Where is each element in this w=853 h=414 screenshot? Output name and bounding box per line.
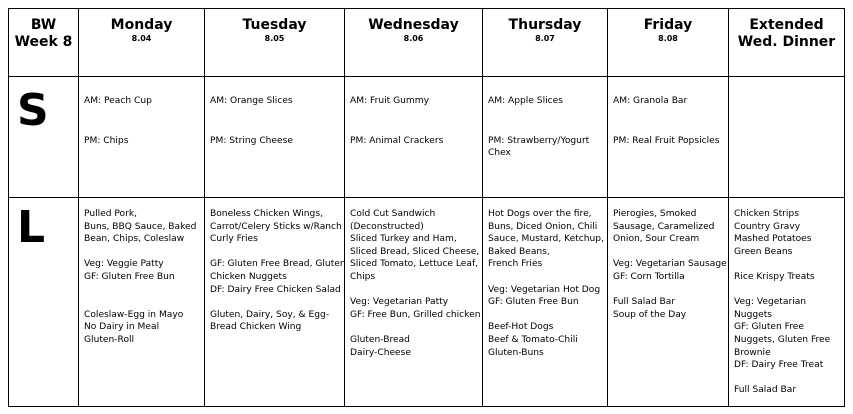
lunch-cell-extended xyxy=(729,198,845,407)
menu-line: Gluten-Buns xyxy=(488,347,544,358)
extended-header xyxy=(729,9,845,77)
menu-line: GF: Gluten Free xyxy=(734,322,804,333)
lunch-label-cell xyxy=(9,198,79,407)
menu-line: Bean, Chips, Coleslaw xyxy=(84,234,185,245)
lunch-label: L xyxy=(17,202,46,253)
menu-line: Veg: Vegetarian xyxy=(734,297,807,308)
menu-line: Full Salad Bar xyxy=(613,297,676,308)
day-header-tuesday xyxy=(205,9,345,77)
menu-line: Full Salad Bar xyxy=(734,385,797,396)
lunch-cell-thursday xyxy=(483,198,608,407)
menu-line: Chips xyxy=(350,271,376,282)
menu-line: Nuggets xyxy=(734,309,773,320)
snack-label-cell xyxy=(9,77,79,198)
menu-line: Boneless Chicken Wings, xyxy=(210,209,323,219)
snack-pm: PM: Chips xyxy=(84,135,129,146)
menu-line: Dairy-Cheese xyxy=(350,347,411,358)
menu-line: Mashed Potatoes xyxy=(734,234,812,245)
day-date: 8.08 xyxy=(658,34,678,43)
snack-am: AM: Orange Slices xyxy=(210,96,293,106)
snack-am: AM: Fruit Gummy xyxy=(350,96,429,106)
menu-line: Beef & Tomato-Chili xyxy=(488,334,578,345)
menu-line: French Fries xyxy=(488,259,543,270)
menu-line: GF: Gluten Free Bread, Gluten xyxy=(210,259,346,270)
menu-line: Gluten, Dairy, Soy, & Egg- xyxy=(210,309,330,320)
day-date: 8.07 xyxy=(535,34,555,43)
snack-cell-friday xyxy=(608,77,729,198)
snack-pm: PM: String Cheese xyxy=(210,135,293,146)
menu-line: Sliced Bread, Sliced Cheese, xyxy=(350,246,480,257)
snack-am: AM: Apple Slices xyxy=(488,96,563,106)
menu-line: Soup of the Day xyxy=(613,309,687,320)
menu-line: Veg: Vegetarian Sausage xyxy=(613,259,727,270)
day-name: Wednesday xyxy=(368,17,459,33)
day-header-monday xyxy=(79,9,205,77)
menu-line: Pierogies, Smoked xyxy=(613,209,697,219)
menu-line: Green Beans xyxy=(734,246,793,257)
menu-line: Gluten-Roll xyxy=(84,334,135,345)
menu-line: No Dairy in Meal xyxy=(84,322,160,333)
lunch-cell-friday xyxy=(608,198,729,407)
menu-line: (Deconstructed) xyxy=(350,221,424,232)
snack-cell-monday xyxy=(79,77,205,198)
menu-line: GF: Gluten Free Bun xyxy=(84,271,175,282)
day-header-wednesday xyxy=(345,9,483,77)
menu-line: Onion, Sour Cream xyxy=(613,234,700,245)
menu-line: Bread Chicken Wing xyxy=(210,322,302,333)
day-header-friday xyxy=(608,9,729,77)
snack-cell-thursday xyxy=(483,77,608,198)
menu-line: Veg: Vegetarian Patty xyxy=(350,297,449,308)
snack-pm: PM: Strawberry/Yogurt Chex xyxy=(488,135,590,159)
weekly-menu-table xyxy=(8,8,845,407)
menu-line: Buns, BBQ Sauce, Baked xyxy=(84,221,197,232)
menu-line: GF: Corn Tortilla xyxy=(613,271,685,282)
snack-cell-tuesday xyxy=(205,77,345,198)
menu-line: Brownie xyxy=(734,347,771,358)
day-date: 8.04 xyxy=(131,34,152,43)
day-name: Thursday xyxy=(508,17,582,33)
menu-line: Sauce, Mustard, Ketchup, xyxy=(488,234,604,245)
menu-line: Chicken Nuggets xyxy=(210,271,287,282)
menu-line: DF: Dairy Free Treat xyxy=(734,360,824,371)
lunch-cell-monday xyxy=(79,198,205,407)
menu-line: Coleslaw-Egg in Mayo xyxy=(84,309,184,320)
day-date: 8.06 xyxy=(403,34,424,43)
menu-line: Beef-Hot Dogs xyxy=(488,322,554,333)
menu-line: Sliced Tomato, Lettuce Leaf, xyxy=(350,259,479,270)
snack-row xyxy=(9,77,845,198)
snack-pm: PM: Real Fruit Popsicles xyxy=(613,135,720,146)
day-header-thursday xyxy=(483,9,608,77)
menu-line: Rice Krispy Treats xyxy=(734,271,815,282)
day-name: Monday xyxy=(110,17,173,33)
week-label-cell xyxy=(9,9,79,77)
snack-label: S xyxy=(17,85,49,136)
menu-line: Chicken Strips xyxy=(734,209,799,219)
menu-line: Baked Beans, xyxy=(488,246,550,257)
snack-am: AM: Peach Cup xyxy=(84,96,152,106)
day-date: 8.05 xyxy=(264,34,285,43)
week-label: BW Week 8 xyxy=(14,17,73,50)
menu-line: GF: Gluten Free Bun xyxy=(488,297,579,308)
menu-line: Cold Cut Sandwich xyxy=(350,209,436,219)
lunch-cell-tuesday xyxy=(205,198,345,407)
lunch-row xyxy=(9,198,845,407)
snack-am: AM: Granola Bar xyxy=(613,96,688,106)
menu-line: Gluten-Bread xyxy=(350,334,410,345)
menu-line: Carrot/Celery Sticks w/Ranch xyxy=(210,221,342,232)
menu-line: GF: Free Bun, Grilled chicken xyxy=(350,309,481,320)
menu-line: Sliced Turkey and Ham, xyxy=(350,234,457,245)
menu-line: Veg: Veggie Patty xyxy=(84,259,164,270)
menu-line: Veg: Vegetarian Hot Dog xyxy=(488,284,601,295)
menu-line: Hot Dogs over the fire, xyxy=(488,209,592,219)
snack-pm: PM: Animal Crackers xyxy=(350,135,444,146)
menu-line: Country Gravy xyxy=(734,221,801,232)
menu-line: Sausage, Caramelized xyxy=(613,221,715,232)
snack-cell-wednesday xyxy=(345,77,483,198)
menu-line: Nuggets, Gluten Free xyxy=(734,334,831,345)
menu-line: Pulled Pork, xyxy=(84,209,138,219)
day-name: Friday xyxy=(643,17,693,33)
menu-line: Buns, Diced Onion, Chili xyxy=(488,221,598,232)
extended-label: Extended Wed. Dinner xyxy=(737,17,836,50)
day-name: Tuesday xyxy=(242,17,307,33)
menu-line: Curly Fries xyxy=(210,234,258,245)
lunch-cell-wednesday xyxy=(345,198,483,407)
snack-cell-extended xyxy=(729,77,845,198)
header-row xyxy=(9,9,845,77)
menu-line: DF: Dairy Free Chicken Salad xyxy=(210,284,341,295)
